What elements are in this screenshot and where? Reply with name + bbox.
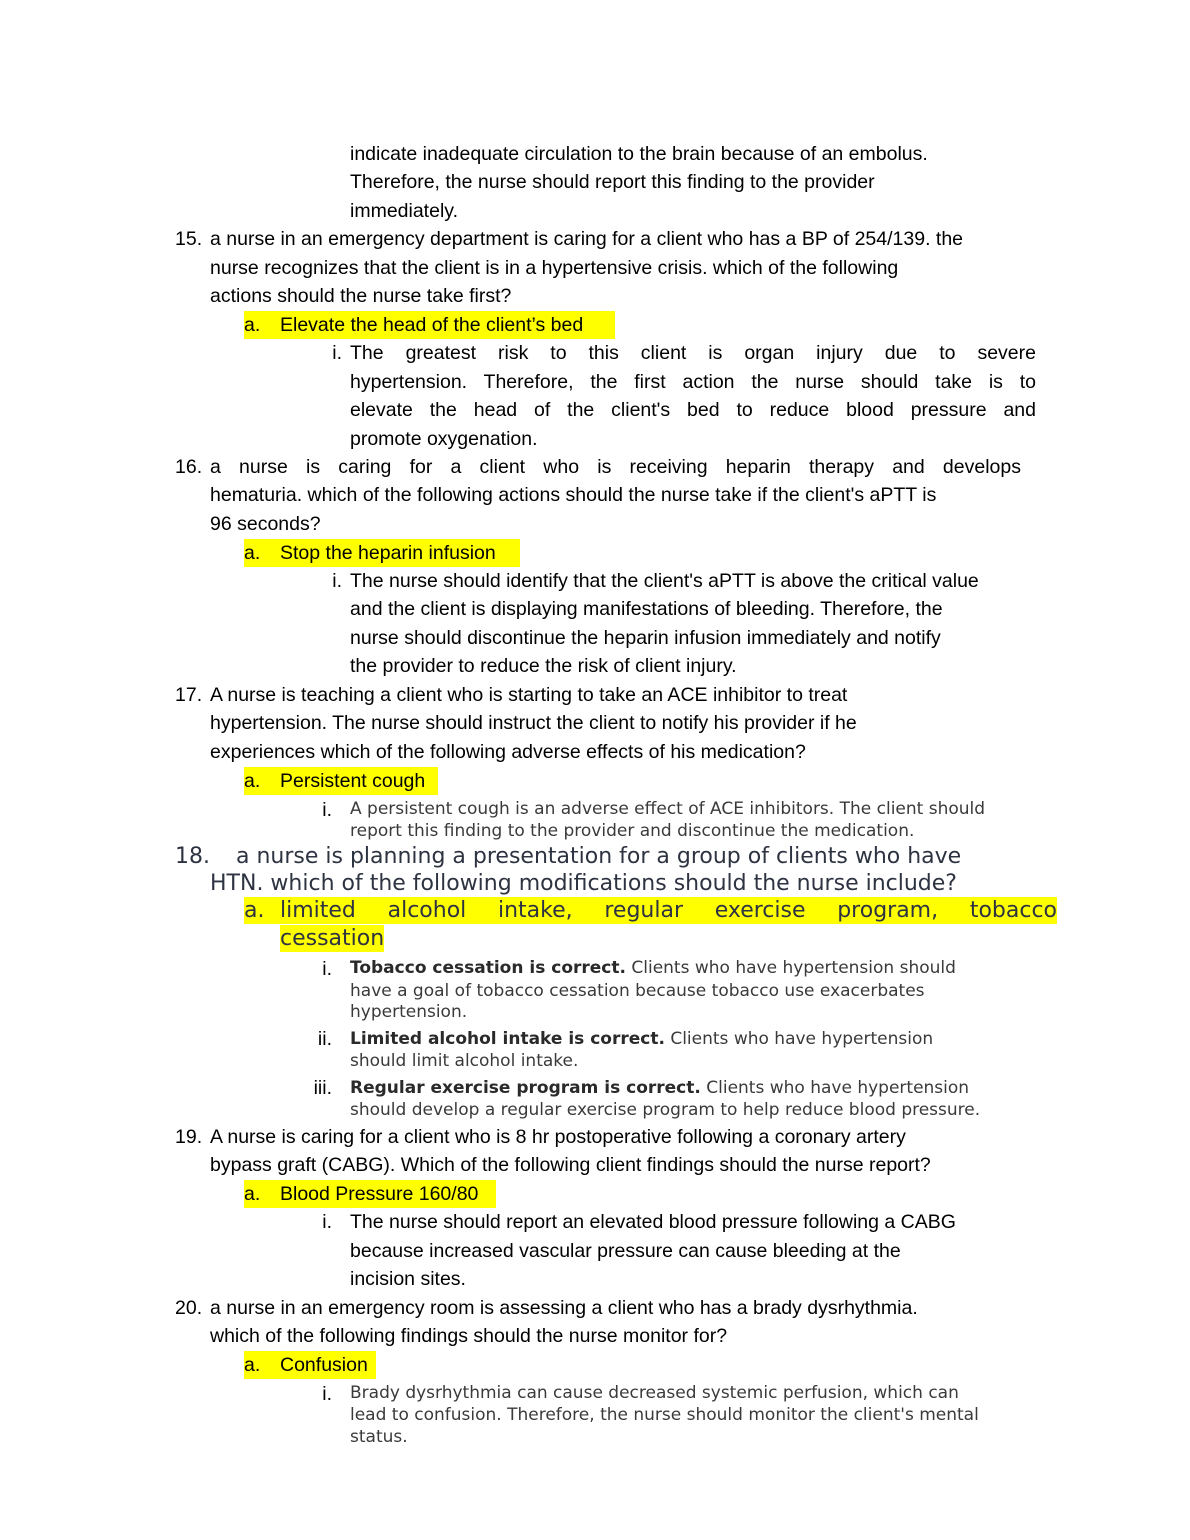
q18-answer xyxy=(244,897,1057,924)
q15-rationale-line-2: hypertension. Therefore, the first action the nurse should take is to xyxy=(350,371,1036,393)
q18-question-line-1: a nurse is planning a presentation for a group of clients who have xyxy=(236,844,962,869)
q19-number: 19. xyxy=(175,1126,203,1148)
q17-number: 17. xyxy=(175,684,203,706)
q17-answer-text: Persistent cough xyxy=(280,770,426,792)
q18-rationale-2-bold: Limited alcohol intake is correct. xyxy=(350,1029,665,1049)
q18-rationale-2-text: Clients who have hypertension xyxy=(670,1029,934,1049)
q18-rationale-3-marker: iii. xyxy=(313,1077,332,1099)
q17-question-line-2: hypertension. The nurse should instruct the client to notify his provider if he xyxy=(210,712,857,734)
q15-number: 15. xyxy=(175,228,203,250)
q17-rationale-line-1: A persistent cough is an adverse effect of ACE inhibitors. The client should xyxy=(350,799,986,819)
q16-question-line-1: a nurse is caring for a client who is receiving heparin therapy and develops xyxy=(210,456,1021,478)
q19-rationale-line-3: incision sites. xyxy=(350,1268,466,1290)
q18-rationale-1-marker: i. xyxy=(322,958,332,980)
q18-rationale-2-marker: ii. xyxy=(317,1028,332,1050)
q19-answer xyxy=(244,1180,496,1208)
q20-rationale-line-1: Brady dysrhythmia can cause decreased systemic perfusion, which can xyxy=(350,1383,959,1403)
q17-question-line-3: experiences which of the following adverse effects of his medication? xyxy=(210,741,806,763)
q19-question-line-1: A nurse is caring for a client who is 8 hr postoperative following a coronary artery xyxy=(210,1126,906,1148)
q20-rationale-marker: i. xyxy=(322,1383,332,1405)
q20-rationale-line-3: status. xyxy=(350,1427,408,1447)
q15-answer xyxy=(244,311,615,339)
q16-rationale-line-2: and the client is displaying manifestations of bleeding. Therefore, the xyxy=(350,598,943,620)
q18-rationale-2-line-2: should limit alcohol intake. xyxy=(350,1051,579,1071)
q15-rationale-marker: i. xyxy=(332,342,342,364)
q14-rationale-line-3: immediately. xyxy=(350,200,459,222)
q18-rationale-1-line-3: hypertension. xyxy=(350,1002,468,1022)
q16-answer-marker: a. xyxy=(244,542,261,564)
q18-answer-line-2: cessation xyxy=(280,926,385,951)
q15-question-line-2: nurse recognizes that the client is in a hypertensive crisis. which of the following xyxy=(210,257,899,279)
q16-rationale-line-4: the provider to reduce the risk of client injury. xyxy=(350,655,737,677)
q18-rationale-1-line-2: have a goal of tobacco cessation because tobacco use exacerbates xyxy=(350,981,925,1001)
q20-answer-marker: a. xyxy=(244,1354,261,1376)
q15-answer-text: Elevate the head of the client’s bed xyxy=(280,314,584,336)
q19-answer-marker: a. xyxy=(244,1183,261,1205)
q14-rationale-line-2: Therefore, the nurse should report this finding to the provider xyxy=(350,171,875,193)
q19-rationale-line-2: because increased vascular pressure can cause bleeding at the xyxy=(350,1240,901,1262)
q17-answer-marker: a. xyxy=(244,770,261,792)
q18-rationale-1-line-1 xyxy=(350,957,956,979)
q18-rationale-3-bold: Regular exercise program is correct. xyxy=(350,1078,701,1098)
q18-rationale-3-text: Clients who have hypertension xyxy=(706,1078,970,1098)
q20-number: 20. xyxy=(175,1297,203,1319)
q20-question-line-1: a nurse in an emergency room is assessing a client who has a brady dysrhythmia. xyxy=(210,1297,918,1319)
q18-question-line-2: HTN. which of the following modifications should the nurse include? xyxy=(210,871,957,896)
q19-rationale-marker: i. xyxy=(322,1211,332,1233)
q16-rationale-line-3: nurse should discontinue the heparin infusion immediately and notify xyxy=(350,627,941,649)
q17-question-line-1: A nurse is teaching a client who is starting to take an ACE inhibitor to treat xyxy=(210,684,848,706)
q15-question-line-3: actions should the nurse take first? xyxy=(210,285,512,307)
q15-answer-marker: a. xyxy=(244,314,261,336)
q16-question-line-2: hematuria. which of the following actions should the nurse take if the client's aPTT is xyxy=(210,484,937,506)
q16-answer xyxy=(244,539,520,567)
q18-answer-line-1: limited alcohol intake, regular exercise program, tobacco xyxy=(280,898,1057,923)
q15-rationale-line-3: elevate the head of the client's bed to reduce blood pressure and xyxy=(350,399,1036,421)
q19-answer-text: Blood Pressure 160/80 xyxy=(280,1183,479,1205)
q14-rationale-line-1: indicate inadequate circulation to the brain because of an embolus. xyxy=(350,143,928,165)
q17-answer xyxy=(244,767,438,795)
q15-question-line-1: a nurse in an emergency department is caring for a client who has a BP of 254/139. the xyxy=(210,228,964,250)
q16-question-line-3: 96 seconds? xyxy=(210,513,321,535)
q16-rationale-line-1: The nurse should identify that the client's aPTT is above the critical value xyxy=(350,570,979,592)
q15-rationale-line-4: promote oxygenation. xyxy=(350,428,538,450)
q16-rationale-marker: i. xyxy=(332,570,342,592)
q19-question-line-2: bypass graft (CABG). Which of the following client findings should the nurse report? xyxy=(210,1154,931,1176)
q20-answer-text: Confusion xyxy=(280,1354,368,1376)
q20-rationale-line-2: lead to confusion. Therefore, the nurse should monitor the client's mental xyxy=(350,1405,979,1425)
q16-number: 16. xyxy=(175,456,203,478)
q18-rationale-1-bold: Tobacco cessation is correct. xyxy=(350,958,626,978)
q20-answer xyxy=(244,1351,376,1379)
q18-rationale-1-text: Clients who have hypertension should xyxy=(631,958,956,978)
q19-rationale-line-1: The nurse should report an elevated blood pressure following a CABG xyxy=(350,1211,956,1233)
q18-rationale-2-line-1 xyxy=(350,1028,933,1050)
q18-rationale-3-line-1 xyxy=(350,1077,969,1099)
q18-number: 18. xyxy=(175,844,210,869)
q16-answer-text: Stop the heparin infusion xyxy=(280,542,496,564)
q18-rationale-3-line-2: should develop a regular exercise program to help reduce blood pressure. xyxy=(350,1100,981,1120)
q18-answer-marker: a. xyxy=(244,898,265,923)
q17-rationale-marker: i. xyxy=(322,799,332,821)
q15-rationale-line-1: The greatest risk to this client is organ injury due to severe xyxy=(350,342,1036,364)
q17-rationale-line-2: report this finding to the provider and discontinue the medication. xyxy=(350,821,915,841)
q20-question-line-2: which of the following findings should the nurse monitor for? xyxy=(210,1325,728,1347)
